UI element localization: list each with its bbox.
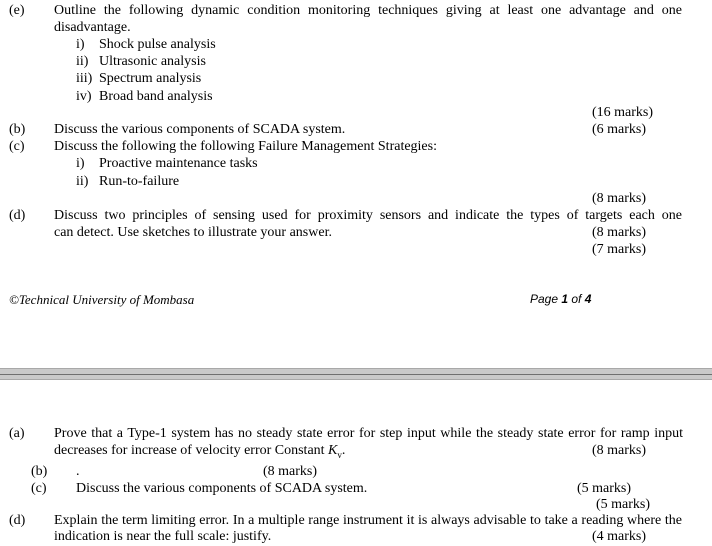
question-e-item-3-text: Spectrum analysis xyxy=(99,71,202,86)
question-d-marks-1: (8 marks) xyxy=(592,225,647,240)
page-separator-line xyxy=(0,374,712,375)
question-d2-label: (d) xyxy=(9,513,26,528)
question-a-marks: (8 marks) xyxy=(592,443,647,458)
question-b-marks: (6 marks) xyxy=(592,122,647,137)
question-a-label: (a) xyxy=(9,426,25,441)
question-c2-marks: (5 marks) xyxy=(577,481,632,496)
question-c-item-1-num: i) xyxy=(76,156,85,171)
question-c-item-1-text: Proactive maintenance tasks xyxy=(99,156,258,171)
question-e-item-2-num: ii) xyxy=(76,54,89,69)
question-c-item-2-text: Run-to-failure xyxy=(99,174,180,189)
question-d2-marks: (4 marks) xyxy=(592,529,647,544)
question-e-label: (e) xyxy=(9,3,25,18)
question-d-label: (d) xyxy=(9,208,26,223)
question-b-text: Discuss the various components of SCADA system. xyxy=(54,122,346,137)
question-e-item-2-text: Ultrasonic analysis xyxy=(99,54,206,69)
question-e-item-4-num: iv) xyxy=(76,89,92,104)
question-e-item-4-text: Broad band analysis xyxy=(99,89,213,104)
question-c-marks: (8 marks) xyxy=(592,191,647,206)
question-b2-label: (b) xyxy=(31,464,48,479)
question-a-line1: Prove that a Type-1 system has no steady state error for step input while the steady state error for ramp input xyxy=(54,426,683,441)
question-e-marks: (16 marks) xyxy=(592,105,654,120)
question-d-marks-2: (7 marks) xyxy=(592,242,647,257)
question-d-line2: can detect. Use sketches to illustrate your answer. xyxy=(54,225,332,240)
question-e-line1: Outline the following dynamic condition monitoring techniques giving at least one advantage and one xyxy=(54,3,682,18)
question-e-line2: disadvantage. xyxy=(54,20,131,35)
question-c-label: (c) xyxy=(9,139,25,154)
footer-university: ©Technical University of Mombasa xyxy=(9,292,195,307)
extra-marks: (5 marks) xyxy=(596,497,651,512)
question-d2-line1: Explain the term limiting error. In a multiple range instrument it is always advisable to take a reading where the xyxy=(54,513,682,528)
question-d-line1: Discuss two principles of sensing used for proximity sensors and indicate the types of targets each one xyxy=(54,208,682,223)
question-d2-line2: indication is near the full scale: justify. xyxy=(54,529,272,544)
question-c-text: Discuss the following the following Failure Management Strategies: xyxy=(54,139,437,154)
question-c2-text: Discuss the various components of SCADA system. xyxy=(76,481,368,496)
question-b2-dot: . xyxy=(76,464,80,479)
question-b-label: (b) xyxy=(9,122,26,137)
question-e-item-1-num: i) xyxy=(76,37,85,52)
footer-page-number: Page 1 of 4 xyxy=(530,292,592,306)
question-c-item-2-num: ii) xyxy=(76,174,89,189)
question-b2-marks: (8 marks) xyxy=(263,464,318,479)
question-e-item-3-num: iii) xyxy=(76,71,93,86)
question-e-item-1-text: Shock pulse analysis xyxy=(99,37,216,52)
question-c2-label: (c) xyxy=(31,481,47,496)
question-a-line2: decreases for increase of velocity error Constant $K_v$. xyxy=(54,443,346,460)
